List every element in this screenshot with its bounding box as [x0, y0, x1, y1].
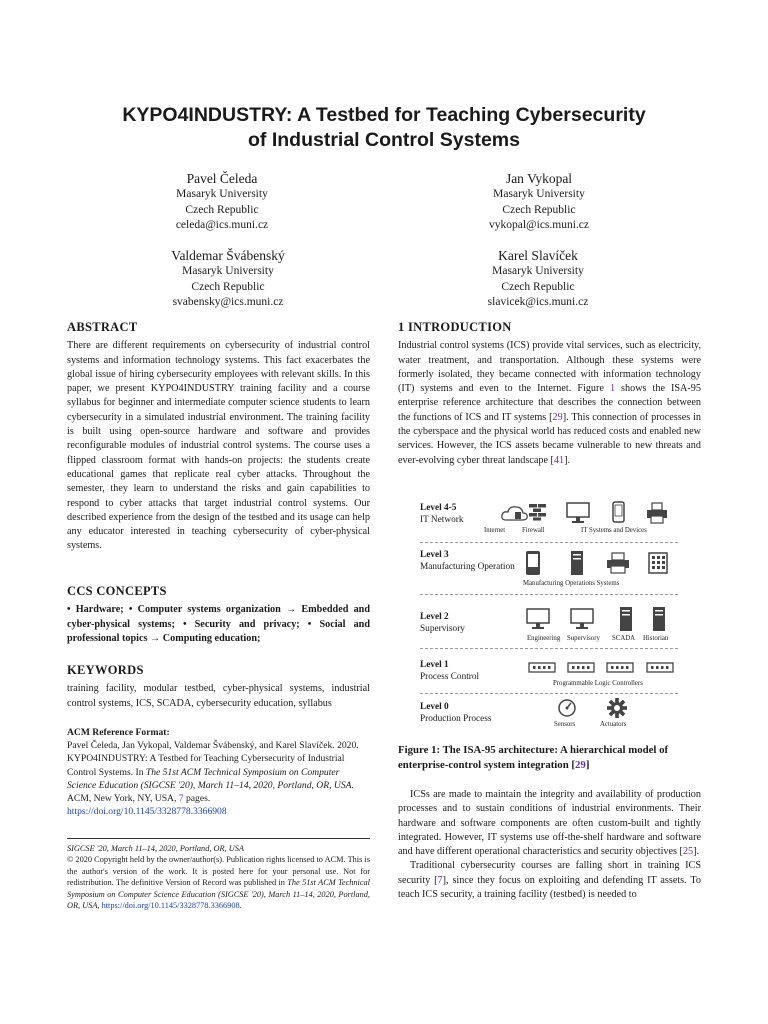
intro-text: ].: [564, 454, 571, 466]
intro-text: Traditional cybersecurity courses are falling short in training ICS security [: [398, 860, 701, 886]
level-3-label: [420, 550, 515, 573]
level-name: Production Process: [420, 713, 492, 724]
author-country: Czech Republic: [502, 203, 576, 216]
citation-link[interactable]: 29: [552, 411, 563, 423]
intro-text: Industrial control systems (ICS) provide vital services, such as electricity, water treatment, and transportation. Although these systems were formerly isolated, they became connected with information technology (IT) systems and even to the Internet. Figure: [398, 340, 701, 395]
author-email: slavicek@ics.muni.cz: [487, 296, 589, 309]
keywords-text: training facility, modular testbed, cyber-physical systems, industrial control systems, ICS, SCADA, cybersecurity education, syllabus: [67, 683, 370, 709]
citation-link[interactable]: 7: [437, 874, 443, 886]
printer-icon: [646, 502, 668, 524]
copyright-venue: The 51st ACM Technical Symposium on Computer Science Education (SIGCSE '20), March 11–14, 2020, Portland, OR, USA: [67, 878, 370, 911]
level-2-label: [420, 612, 465, 635]
intro-heading: 1 INTRODUCTION: [398, 320, 512, 334]
author-country: Czech Republic: [191, 280, 265, 293]
abstract-section: [67, 320, 370, 554]
caption-text: Figure 1: The ISA-95 architecture: A hierarchical model of enterprise-control system integration [: [398, 744, 669, 771]
copyright-doi-link[interactable]: https://doi.org/10.1145/3328778.3366908: [101, 901, 240, 911]
intro-paragraph-2: [398, 788, 701, 859]
ccs-text: • Hardware; • Computer systems organization → Embedded and cyber-physical systems; • Security and privacy; • Social and professional topics → Computing education;: [67, 604, 370, 645]
ccs-section: [67, 584, 370, 647]
copyright-end: .: [239, 901, 242, 911]
server-icon: [652, 606, 666, 632]
title-line-2: of Industrial Control Systems: [248, 129, 520, 151]
introduction-section: [398, 320, 701, 468]
gauge-icon: [557, 698, 577, 718]
author-country: Czech Republic: [501, 280, 575, 293]
citation-link[interactable]: 25: [682, 846, 694, 858]
ref-doi-link[interactable]: https://doi.org/10.1145/3328778.3366908: [67, 806, 227, 818]
internet-label: Internet: [484, 527, 506, 534]
plc-icon: [528, 662, 556, 674]
level-number: Level 4-5: [420, 503, 457, 513]
intro-text: ], since they focus on exploiting and defending IT assets. To teach ICS security, a training facility (testbed) is needed to: [398, 874, 701, 901]
supervisory-label: Supervisory: [567, 635, 600, 642]
monitor-icon: [526, 608, 550, 630]
author-name: Jan Vykopal: [505, 171, 573, 186]
level-name: Process Control: [420, 671, 480, 682]
level-name: Supervisory: [420, 623, 465, 634]
level-4-5-label: [420, 503, 463, 526]
cloud-icon: [500, 502, 530, 524]
acm-reference-text: [67, 739, 370, 818]
level-number: Level 1: [420, 660, 449, 670]
intro-text: ICSs are made to maintain the integrity and availability of production processes and to sustain conditions of industrial environments. Their hardware and software components are often custom-built and tightly integrated. However, IT systems use off-the-shelf hardware and software and have different operational characteristics and security objectives [: [398, 789, 701, 858]
ref-text: pages.: [183, 793, 211, 805]
author-block-1: [122, 170, 322, 234]
footnote: [67, 843, 370, 911]
title-line-1: KYPO4INDUSTRY: A Testbed for Teaching Cybersecurity: [122, 104, 646, 126]
author-block-4: [438, 247, 638, 311]
level-1-label: [420, 660, 479, 683]
fax-icon: [648, 552, 668, 574]
paper-title: [60, 103, 708, 153]
level-number: Level 2: [420, 612, 449, 622]
level-divider: [420, 542, 678, 543]
monitor-icon: [570, 608, 594, 630]
ref-text: ACM, New York, NY, USA,: [67, 793, 179, 805]
plc-icon: [646, 662, 674, 674]
author-affiliation: Masaryk University: [182, 265, 274, 277]
level-number: Level 0: [420, 702, 449, 712]
keywords-heading: KEYWORDS: [67, 663, 144, 677]
footnote-rule: [67, 838, 370, 839]
server-icon: [570, 550, 584, 576]
ref-venue: The 51st ACM Technical Symposium on Computer Science Education (SIGCSE '20), March 11–14, 2020, Portland, OR, USA.: [67, 766, 354, 791]
level-name: IT Network: [420, 514, 464, 525]
author-name: Valdemar Švábenský: [171, 248, 285, 263]
ref-pages: 7: [178, 793, 184, 805]
level-name: Manufacturing Operation: [420, 561, 515, 572]
gear-icon: [606, 697, 628, 719]
plc-icon: [567, 662, 595, 674]
server-icon: [619, 606, 633, 632]
citation-link[interactable]: 29: [575, 759, 586, 771]
sensors-label: Sensors: [554, 721, 576, 728]
plc-icon: [606, 662, 634, 674]
author-affiliation: Masaryk University: [492, 265, 584, 277]
citation-link[interactable]: 41: [553, 454, 565, 466]
copyright-sep: ,: [97, 901, 102, 911]
author-affiliation: Masaryk University: [176, 188, 268, 200]
intro-paragraph-3: [398, 859, 701, 902]
level-0-label: [420, 702, 492, 725]
intro-paragraph-1: [398, 339, 701, 468]
plc-label: Programmable Logic Controllers: [553, 680, 643, 687]
footnote-venue: SIGCSE '20, March 11–14, 2020, Portland, OR, USA: [67, 844, 244, 853]
acm-reference-section: [67, 726, 370, 818]
footnote-copyright: [67, 854, 370, 911]
keywords-section: [67, 663, 370, 711]
copyright-text: © 2020 Copyright held by the owner/author(s). Publication rights licensed to ACM. This is the author's version of the work. It is posted here for your personal use. Not for redistribution. The definitive Version of Record was published in: [67, 855, 370, 888]
intro-text: shows the ISA-95 enterprise reference architecture that describes the connection between the functions of ICS and IT systems [: [398, 383, 701, 423]
scada-label: SCADA: [612, 635, 636, 642]
figure-ref-link[interactable]: 1: [609, 383, 616, 395]
intro-text: ]. This connection of processes in the cyberspace and the physical world has reduced costs and enabled new services. However, the ICS assets became vulnerable to new threats and ever-evolving cyber threat landscape [: [398, 411, 702, 466]
firewall-label: Firewall: [522, 527, 545, 534]
ccs-heading: CCS CONCEPTS: [67, 584, 167, 598]
author-email: svabensky@ics.muni.cz: [172, 296, 284, 309]
ref-text: Pavel Čeleda, Jan Vykopal, Valdemar Švábenský, and Karel Slavíček. 2020. KYPO4INDUSTRY: A Testbed for Teaching Cybersecurity of Industrial Control Systems. In: [67, 740, 359, 778]
level-number: Level 3: [420, 550, 449, 560]
author-name: Pavel Čeleda: [186, 171, 258, 186]
author-name: Karel Slavíček: [498, 248, 578, 263]
intro-text: ].: [693, 846, 700, 858]
printer-icon: [606, 552, 630, 574]
phone-icon: [612, 501, 626, 523]
acm-reference-heading: ACM Reference Format:: [67, 727, 170, 738]
figure-caption: [398, 743, 701, 773]
actuators-label: Actuators: [600, 721, 627, 728]
engineering-label: Engineering: [527, 635, 561, 642]
author-email: vykopal@ics.muni.cz: [488, 219, 589, 232]
author-block-3: [128, 247, 328, 311]
author-country: Czech Republic: [185, 203, 259, 216]
author-affiliation: Masaryk University: [493, 188, 585, 200]
manufacturing-systems-label: Manufacturing Operations Systems: [523, 580, 620, 587]
level-divider: [420, 693, 678, 694]
level-divider: [420, 648, 678, 649]
caption-text: ]: [585, 759, 590, 771]
phone-icon: [524, 550, 544, 576]
abstract-text: There are different requirements on cybersecurity of industrial control systems and information technology systems. This fact exacerbates the global issue of hiring cybersecurity employees with relevant skills. In this paper, we present KYPO4INDUSTRY training facility and a course syllabus for beginner and intermediate computer science students to learn cybersecurity in a simulated industrial environment. The training facility is built using open-source hardware and software and provides reconfigurable modules of industrial control systems. The course uses a flipped classroom format with hands-on projects: the students create educational games that replicate real cyber attacks. Throughout the semester, they learn to understand the risks and gain capabilities to respond to cyber attacks that target industrial control systems. Our described experience from the design of the testbed and its usage can help any educator interested in teaching cybersecurity of cyber-physical systems.: [67, 340, 370, 552]
historian-label: Historian: [643, 635, 669, 642]
it-systems-label: IT Systems and Devices: [581, 527, 647, 534]
author-email: celeda@ics.muni.cz: [175, 219, 269, 232]
monitor-icon: [566, 502, 590, 524]
abstract-heading: ABSTRACT: [67, 320, 138, 334]
introduction-continued: [398, 788, 701, 902]
firewall-icon: [528, 503, 548, 521]
level-divider: [420, 594, 678, 595]
isa95-figure: [420, 496, 680, 736]
author-block-2: [439, 170, 639, 234]
